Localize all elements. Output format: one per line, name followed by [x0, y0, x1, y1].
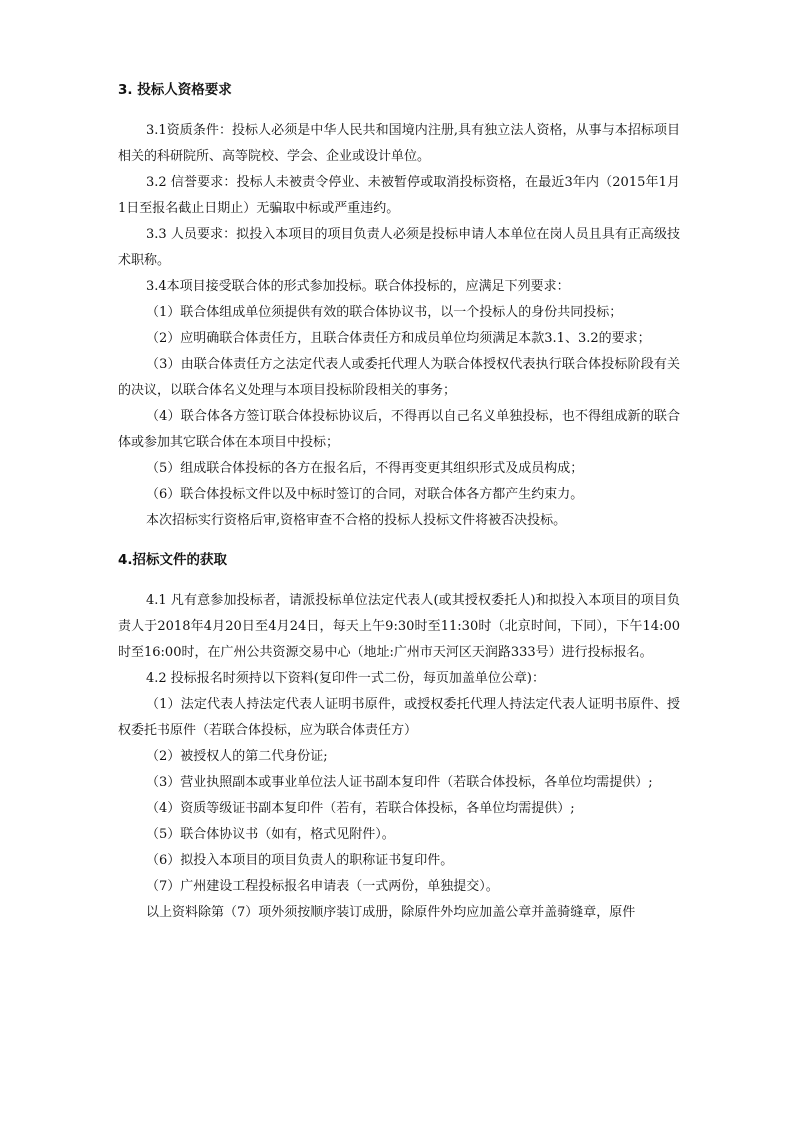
paragraph-3-note: 本次招标实行资格后审,资格审查不合格的投标人投标文件将被否决投标。: [146, 513, 567, 528]
paragraph-4-2: 4.2 投标报名时须持以下资料(复印件一式二份，每页加盖单位公章)：: [146, 671, 545, 686]
list-item-4-2-3: （3）营业执照副本或事业单位法人证书副本复印件（若联合体投标，各单位均需提供）;: [146, 775, 653, 790]
list-item-4-2-5: （5）联合体协议书（如有，格式见附件）。: [146, 827, 395, 842]
paragraph-3-4: 3.4本项目接受联合体的形式参加投标。联合体投标的，应满足下列要求：: [146, 279, 570, 294]
paragraph-3-1: 3.1资质条件：投标人必须是中华人民共和国境内注册,具有独立法人资格，从事与本招标项目相关的科研院所、高等院校、学会、企业或设计单位。: [118, 123, 680, 164]
section-gap: [118, 534, 680, 550]
list-item-3-4-3: （3）由联合体责任方之法定代表人或委托代理人为联合体授权代表执行联合体投标阶段有关的决议，以联合体名义处理与本项目投标阶段相关的事务；: [118, 357, 680, 398]
section-heading-4: 4.招标文件的获取: [118, 552, 228, 568]
list-item-4-2-6: （6）拟投入本项目的项目负责人的职称证书复印件。: [146, 853, 454, 868]
list-item-3-4-4: （4）联合体各方签订联合体投标协议后，不得再以自己名义单独投标，也不得组成新的联合体或参加其它联合体在本项目中投标；: [118, 409, 680, 450]
list-item-3-4-1: （1）联合体组成单位须提供有效的联合体协议书，以一个投标人的身份共同投标；: [146, 305, 623, 320]
paragraph-4-1: 4.1 凡有意参加投标者，请派投标单位法定代表人(或其授权委托人)和拟投入本项目的项目负责人于2018年4月20日至4月24日，每天上午9:30时至11:30时（北京时间，下同），下午14:00时至16:00时，在广州公共资源交易中心（地址:广州市天河区天润路333号）进行投标报名。: [118, 593, 680, 660]
list-item-4-2-7: （7）广州建设工程投标报名申请表（一式两份，单独提交）。: [146, 879, 499, 894]
list-item-4-2-2: （2）被授权人的第二代身份证;: [146, 749, 328, 764]
paragraph-3-3: 3.3 人员要求：拟投入本项目的项目负责人必须是投标申请人本单位在岗人员且具有正高级技术职称。: [118, 227, 680, 268]
paragraph-4-note: 以上资料除第（7）项外须按顺序装订成册，除原件外均应加盖公章并盖骑缝章，原件: [146, 905, 636, 920]
paragraph-3-2: 3.2 信誉要求：投标人未被责令停业、未被暂停或取消投标资格，在最近3年内（2015年1月1日至报名截止日期止）无骗取中标或严重违约。: [118, 175, 680, 216]
list-item-3-4-5: （5）组成联合体投标的各方在报名后，不得再变更其组织形式及成员构成；: [146, 461, 584, 476]
section-heading-3: 3. 投标人资格要求: [118, 82, 232, 98]
list-item-4-2-4: （4）资质等级证书副本复印件（若有，若联合体投标，各单位均需提供）;: [146, 801, 575, 816]
list-item-4-2-1: （1）法定代表人持法定代表人证明书原件，或授权委托代理人持法定代表人证明书原件、授权委托书原件（若联合体投标，应为联合体责任方）: [118, 697, 680, 738]
list-item-3-4-2: （2）应明确联合体责任方，且联合体责任方和成员单位均须满足本款3.1、3.2的要求；: [146, 331, 651, 346]
list-item-3-4-6: （6）联合体投标文件以及中标时签订的合同，对联合体各方都产生约束力。: [146, 487, 584, 502]
document-body: [118, 80, 680, 926]
